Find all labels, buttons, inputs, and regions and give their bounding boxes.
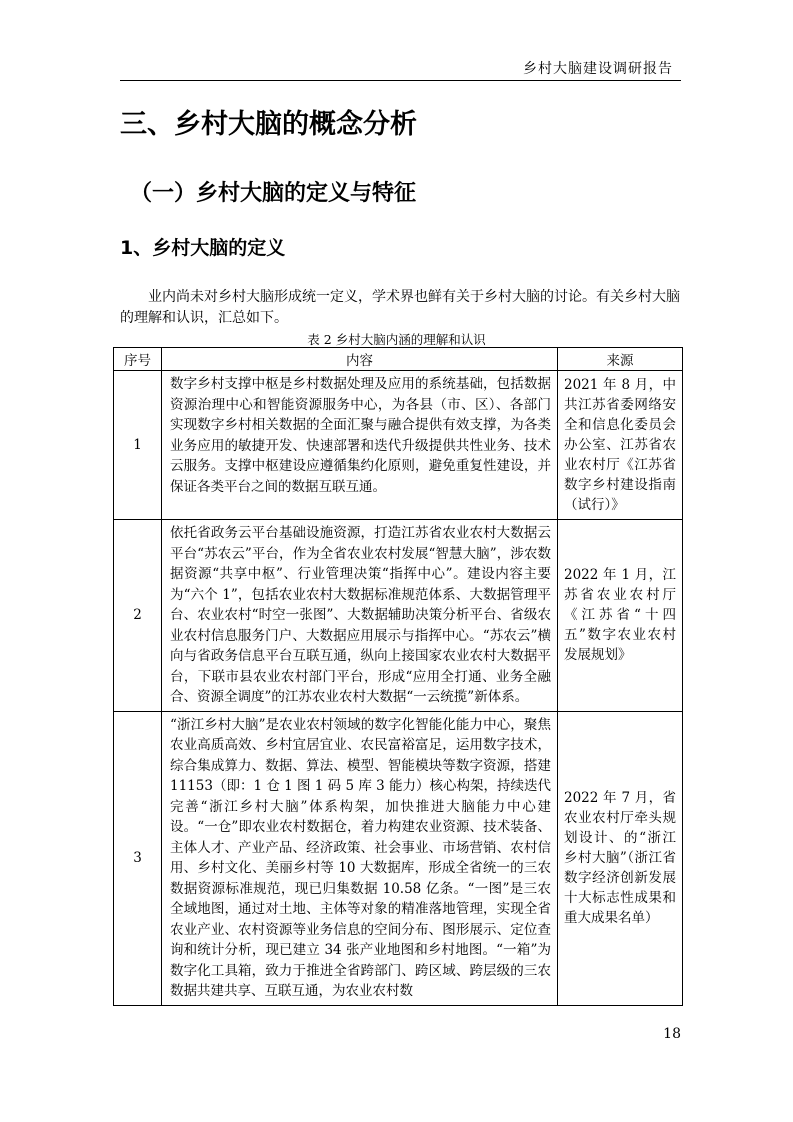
row-number: 3 [114,711,162,1005]
table-row [114,520,683,712]
table-row [114,371,683,520]
column-header-source: 来源 [558,348,683,371]
section-title: 三、乡村大脑的概念分析 [120,109,417,140]
table-row [114,711,683,1005]
subsubsection-title: 1、乡村大脑的定义 [120,237,286,259]
row-source: 2021 年 8 月，中共江苏省委网络安全和信息化委员会办公室、江苏省农业农村厅《江苏省数字乡村建设指南（试行）》 [558,371,683,520]
subsection-title: （一）乡村大脑的定义与特征 [130,181,417,206]
running-header: 乡村大脑建设调研报告 [523,61,673,77]
row-number: 1 [114,371,162,520]
row-content: 依托省政务云平台基础设施资源，打造江苏省农业农村大数据云平台“苏农云”平台，作为全省农业农村发展“智慧大脑”，涉农数据资源“共享中枢”、行业管理决策“指挥中心”。建设内容主要为“六个 1”，包括农业农村大数据标准规范体系、大数据管理平台、农业农村“时空一张图”、大数据辅助决策分析平台、省级农业农村信息服务门户、大数据应用展示与指挥中心。“苏农云”横向与省政务信息平台互联互通，纵向上接国家农业农村大数据平台，下联市县农业农村部门平台，形成“应用全打通、业务全融合、资源全调度”的江苏农业农村大数据“一云统揽”新体系。 [162,520,558,712]
page-number: 18 [663,1026,681,1042]
table-caption: 表 2 乡村大脑内涵的理解和认识 [307,332,486,347]
header-divider [120,80,681,81]
definitions-table [113,347,683,1006]
table-header-row [114,348,683,371]
column-header-number: 序号 [114,348,162,371]
row-source: 2022 年 7 月，省农业农村厅牵头规划设计、的“浙江乡村大脑”（浙江省数字经济创新发展十大标志性成果和重大成果名单） [558,711,683,1005]
column-header-content: 内容 [162,348,558,371]
row-content: “浙江乡村大脑”是农业农村领域的数字化智能化能力中心，聚焦农业高质高效、乡村宜居宜业、农民富裕富足，运用数字技术，综合集成算力、数据、算法、模型、智能模块等数字资源，搭建 11153（即：1 仓 1 图 1 码 5 库 3 能力）核心构架，持续迭代完善“浙江乡村大脑”体系构架，加快推进大脑能力中心建设。“一仓”即农业农村数据仓，着力构建农业资源、技术装备、主体人才、产业产品、经济政策、社会事业、市场营销、农村信用、乡村文化、美丽乡村等 10 大数据库，形成全省统一的三农数据资源标准规范，现已归集数据 10.58 亿条。“一图”是三农全域地图，通过对土地、主体等对象的精准落地管理，实现全省农业产业、农村资源等业务信息的空间分布、图形展示、定位查询和统计分析，现已建立 34 张产业地图和乡村地图。“一箱”为数字化工具箱，致力于推进全省跨部门、跨区域、跨层级的三农数据共建共享、互联互通，为农业农村数 [162,711,558,1005]
row-number: 2 [114,520,162,712]
row-source: 2022 年 1 月，江苏省农业农村厅《江苏省“十四五”数字农业农村发展规划》 [558,520,683,712]
intro-paragraph: 业内尚未对乡村大脑形成统一定义，学术界也鲜有关于乡村大脑的讨论。有关乡村大脑的理解和认识，汇总如下。 [120,289,680,326]
row-content: 数字乡村支撑中枢是乡村数据处理及应用的系统基础，包括数据资源治理中心和智能资源服务中心，为各县（市、区）、各部门实现数字乡村相关数据的全面汇聚与融合提供有效支撑，为各类业务应用的敏捷开发、快速部署和迭代升级提供共性业务、技术云服务。支撑中枢建设应遵循集约化原则，避免重复性建设，并保证各类平台之间的数据互联互通。 [162,371,558,520]
